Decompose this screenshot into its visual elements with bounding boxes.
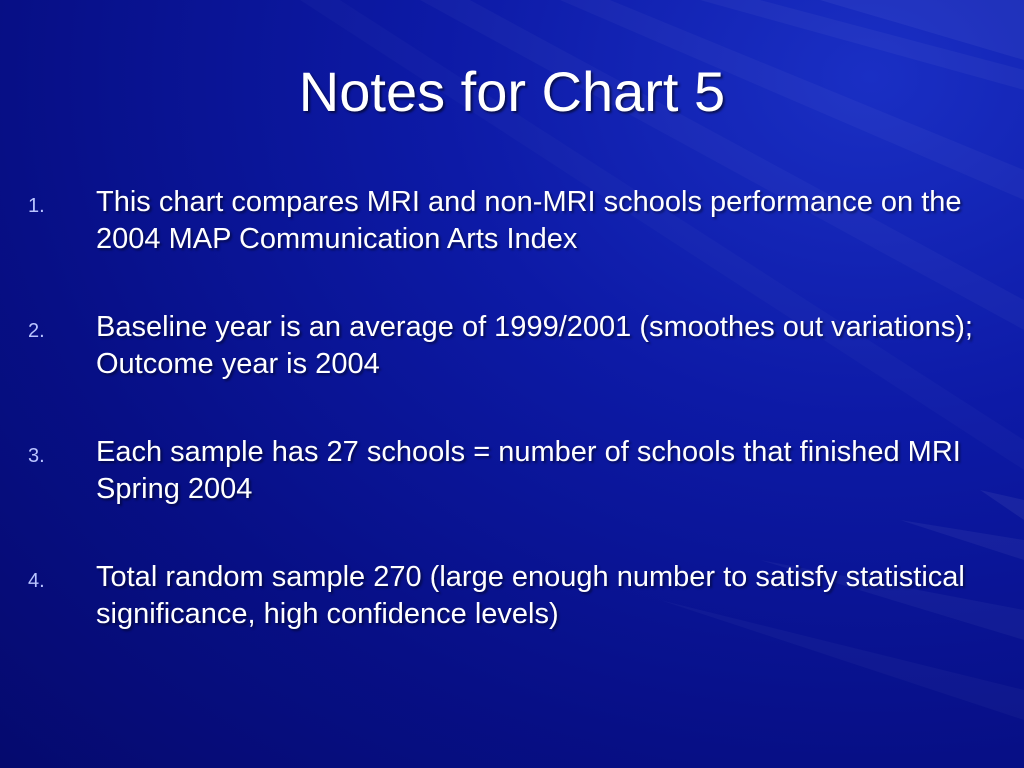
note-number: 4. bbox=[28, 570, 45, 592]
note-text: Each sample has 27 schools = number of schools that finished MRI Spring 2004 bbox=[96, 436, 961, 505]
note-item-4 bbox=[28, 559, 1018, 633]
note-number: 1. bbox=[28, 195, 45, 217]
note-text: This chart compares MRI and non-MRI schools performance on the 2004 MAP Communication Arts Index bbox=[96, 186, 962, 255]
note-text: Total random sample 270 (large enough number to satisfy statistical significance, high confidence levels) bbox=[96, 561, 965, 630]
note-text: Baseline year is an average of 1999/2001 (smoothes out variations); Outcome year is 2004 bbox=[96, 311, 973, 380]
note-item-1 bbox=[28, 184, 1018, 258]
slide-title: Notes for Chart 5 bbox=[298, 60, 726, 123]
note-item-2 bbox=[28, 309, 1018, 383]
note-number: 3. bbox=[28, 445, 45, 467]
note-item-3 bbox=[28, 434, 1018, 508]
notes-list bbox=[28, 184, 1018, 684]
note-number: 2. bbox=[28, 320, 45, 342]
